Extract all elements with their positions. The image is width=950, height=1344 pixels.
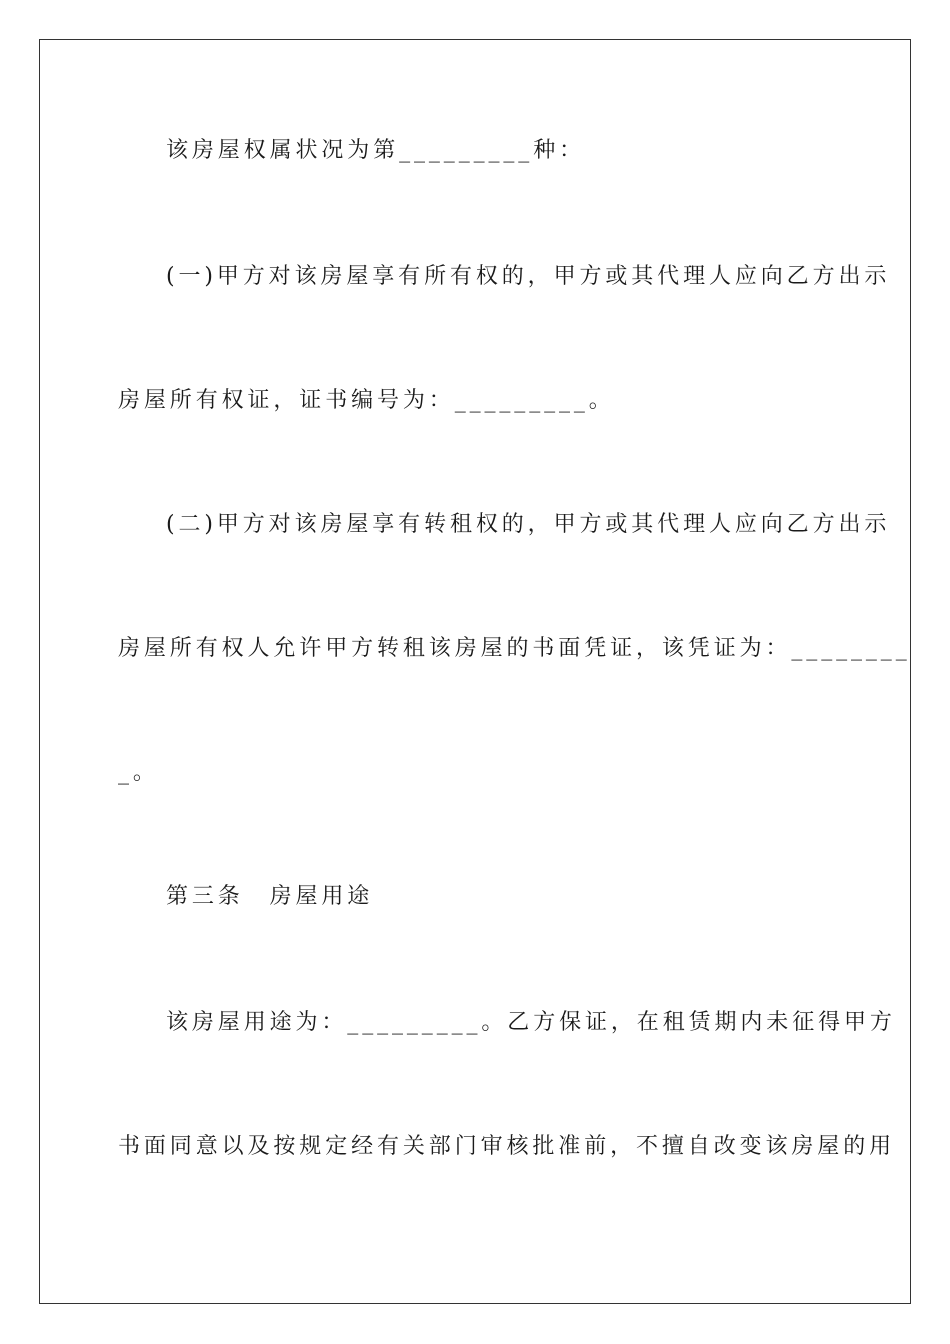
- usage-line-1: 该房屋用途为：_________。乙方保证，在租赁期内未征得甲方: [166, 1010, 896, 1035]
- usage-line-2: 书面同意以及按规定经有关部门审核批准前，不擅自改变该房屋的用: [118, 1134, 896, 1159]
- article-three-heading: 第三条 房屋用途: [166, 884, 374, 909]
- clause-two-line-1: (二)甲方对该房屋享有转租权的，甲方或其代理人应向乙方出示: [166, 512, 891, 537]
- ownership-status-line: 该房屋权属状况为第_________种：: [166, 138, 586, 163]
- clause-two-line-3: _。: [118, 760, 159, 785]
- clause-one-line-2: 房屋所有权证，证书编号为：_________。: [118, 388, 615, 413]
- page-border: [39, 39, 911, 1304]
- clause-one-line-1: (一)甲方对该房屋享有所有权的，甲方或其代理人应向乙方出示: [166, 264, 891, 289]
- clause-two-line-2: 房屋所有权人允许甲方转租该房屋的书面凭证，该凭证为：________: [118, 636, 911, 661]
